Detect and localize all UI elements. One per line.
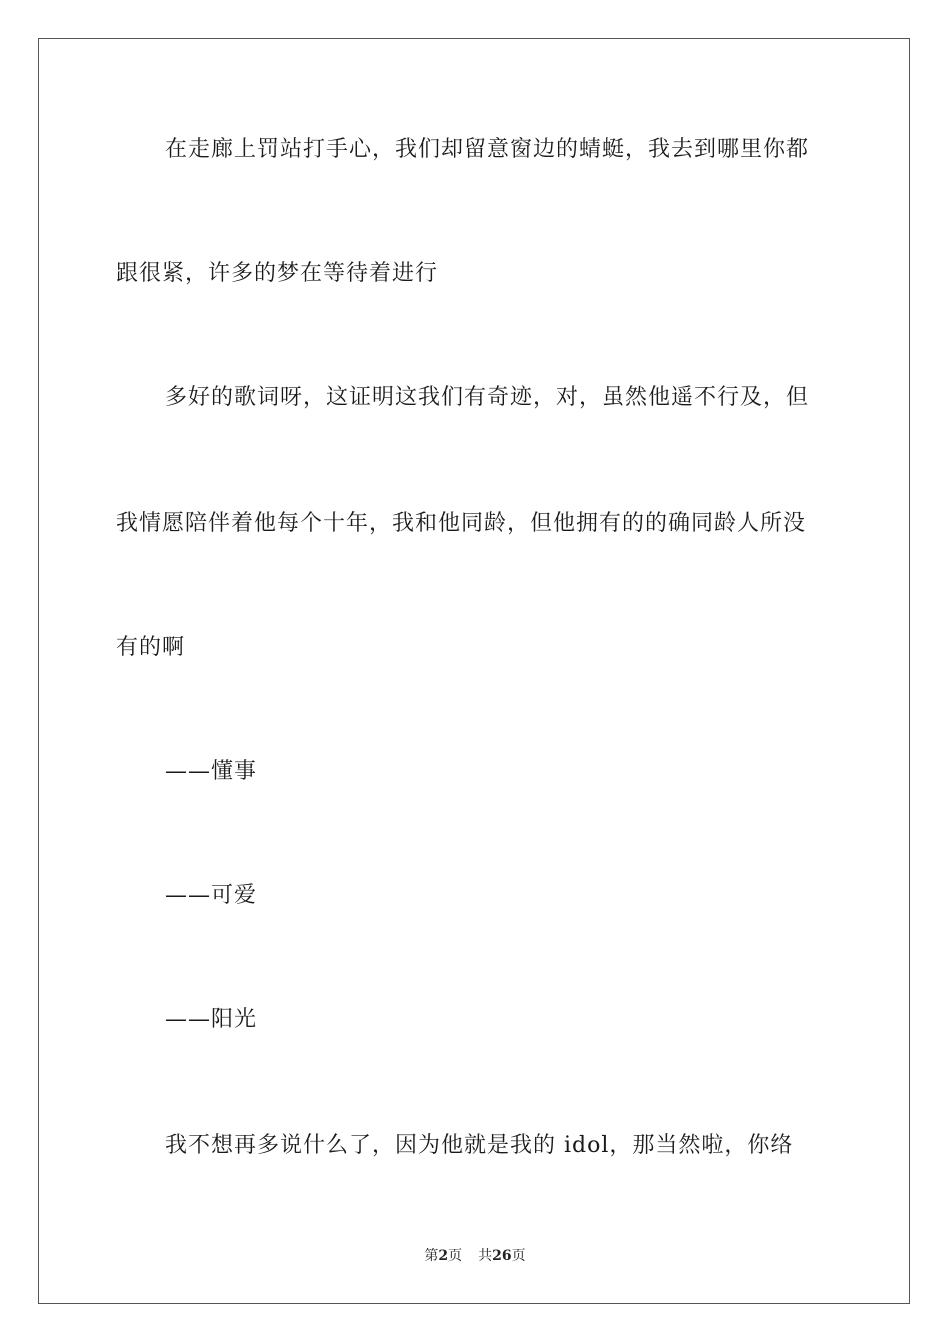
paragraph-2-line-2: 我情愿陪伴着他每个十年，我和他同龄，但他拥有的的确同龄人所没 [116,511,807,536]
total-prefix: 共 [478,1248,493,1264]
paragraph-2-line-3: 有的啊 [116,635,186,660]
paragraph-1-line-1: 在走廊上罚站打手心，我们却留意窗边的蜻蜓，我去到哪里你都 [165,137,810,162]
list-item-3: ——阳光 [165,1007,258,1032]
total-suffix: 页 [511,1248,526,1264]
paragraph-3-line-1: 我不想再多说什么了，因为他就是我的 idol，那当然啦，你络 [165,1133,794,1158]
list-item-1: ——懂事 [165,759,258,784]
page-number: 2 [438,1248,449,1264]
page-footer [0,1246,950,1266]
page-prefix: 第 [424,1248,439,1264]
paragraph-1-line-2: 跟很紧，许多的梦在等待着进行 [116,261,439,286]
page-border [38,38,910,1304]
paragraph-2-line-1: 多好的歌词呀，这证明这我们有奇迹，对，虽然他遥不行及，但 [165,385,810,410]
page-suffix: 页 [448,1248,463,1264]
list-item-2: ——可爱 [165,883,258,908]
total-pages: 26 [492,1248,512,1264]
